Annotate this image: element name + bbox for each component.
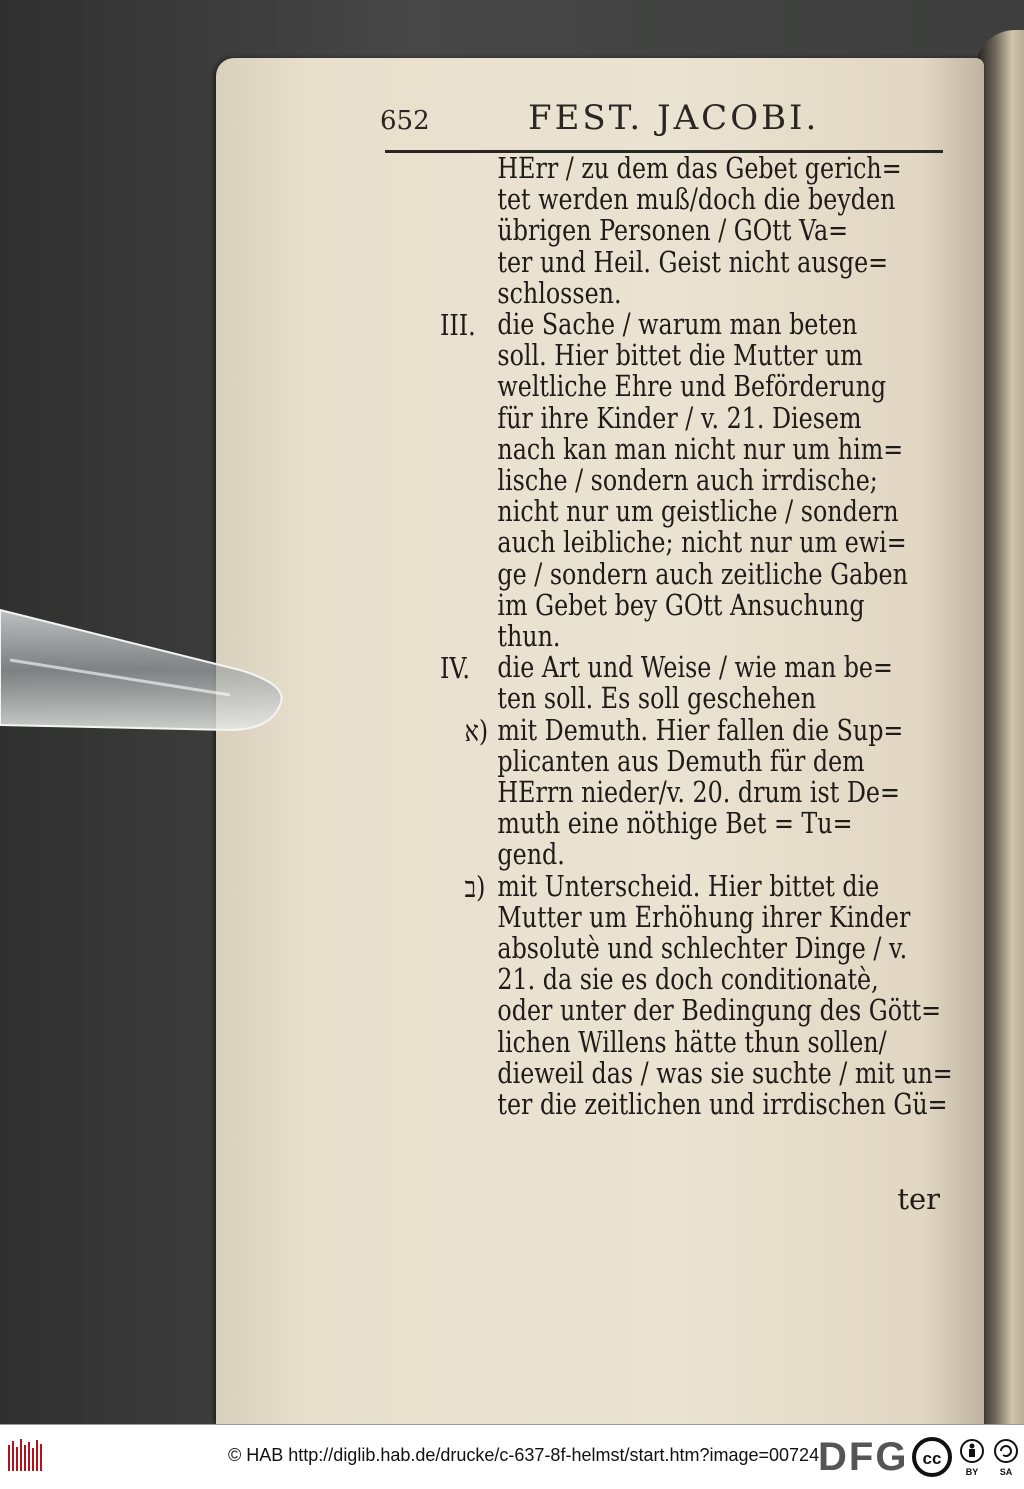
section-numeral: III.	[440, 308, 476, 342]
text-line: die Art und Weise / wie man be=	[497, 650, 893, 685]
text-line: thun.	[497, 619, 561, 653]
text-line: absolutè und schlechter Dinge / v.	[497, 931, 908, 965]
text-line: HErr / zu dem das Gebet gerich=	[497, 151, 902, 185]
dfg-logo: DFG	[818, 1435, 909, 1479]
text-line: nicht nur um geistliche / sondern	[497, 494, 899, 529]
page-header	[380, 98, 980, 150]
text-line: ge / sondern auch zeitliche Gaben	[497, 556, 908, 591]
text-line: ter und Heil. Geist nicht ausge=	[497, 244, 889, 279]
list-marker: א)	[464, 713, 489, 748]
text-line: Mutter um Erhöhung ihrer Kinder	[497, 899, 911, 934]
text-line: dieweil das / was sie suchte / mit un=	[497, 1055, 953, 1090]
source-link[interactable]: © HAB http://diglib.hab.de/drucke/c-637-8f-helmst/start.htm?image=00724	[228, 1445, 820, 1465]
cc-license-icons	[912, 1437, 1022, 1481]
barcode-icon	[8, 1439, 42, 1475]
text-line: im Gebet bey GOtt Ansuchung	[497, 587, 865, 622]
svg-text:cc: cc	[922, 1449, 942, 1468]
text-line: oder unter der Bedingung des Gött=	[497, 993, 942, 1028]
text-line: die Sache / warum man beten	[497, 307, 858, 341]
running-title: FEST. JACOBI.	[528, 98, 820, 138]
text-line: schlossen.	[497, 275, 622, 310]
text-line: auch leibliche; nicht nur um ewi=	[497, 525, 907, 560]
text-line: 21. da sie es doch conditionatè,	[497, 962, 879, 997]
text-line: soll. Hier bittet die Mutter um	[497, 338, 863, 373]
text-line: übrigen Personen / GOtt Va=	[497, 213, 849, 248]
list-marker: ב)	[464, 869, 486, 904]
text-line: tet werden muß/doch die beyden	[497, 182, 896, 217]
page-number: 652	[380, 106, 430, 136]
svg-text:BY: BY	[965, 1467, 979, 1477]
text-line: ter die zeitlichen und irrdischen Gü=	[497, 1087, 948, 1121]
text-line: muth eine nöthige Bet = Tu=	[497, 806, 853, 841]
svg-text:SA: SA	[999, 1467, 1013, 1477]
catchword: ter	[897, 1182, 940, 1216]
text-line: lichen Willens hätte thun sollen/	[497, 1024, 887, 1059]
text-line: HErrn nieder/v. 20. drum ist De=	[497, 775, 900, 809]
text-line: lische / sondern auch irrdische;	[497, 463, 878, 497]
glass-ruler	[0, 600, 290, 750]
text-line: nach kan man nicht nur um him=	[497, 431, 904, 466]
cc-icon	[914, 1439, 950, 1475]
text-line: mit Unterscheid. Hier bittet die	[497, 868, 880, 903]
text-line: mit Demuth. Hier fallen die Sup=	[497, 712, 904, 747]
footer-bar	[0, 1424, 1024, 1489]
by-icon	[961, 1440, 983, 1477]
section-numeral: IV.	[440, 651, 470, 686]
sa-icon	[995, 1440, 1017, 1477]
text-line: weltliche Ehre und Beförderung	[497, 369, 887, 404]
text-line: gend.	[497, 837, 565, 872]
text-line: für ihre Kinder / v. 21. Diesem	[497, 400, 862, 435]
text-line: ten soll. Es soll geschehen	[497, 681, 817, 716]
text-line: plicanten aus Demuth für dem	[497, 743, 865, 778]
